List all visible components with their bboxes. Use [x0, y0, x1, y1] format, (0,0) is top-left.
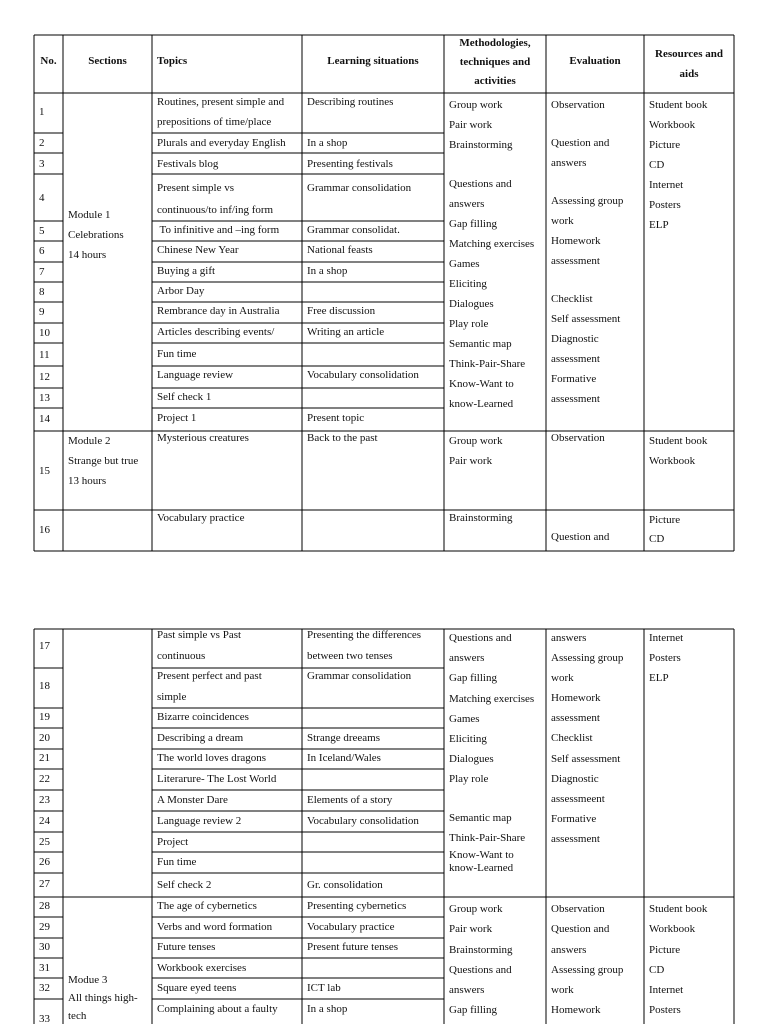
method-item: Dialogues: [449, 753, 494, 766]
row-number: 20: [39, 732, 50, 744]
evaluation-item: Self assessment: [551, 752, 621, 765]
situation-cell: In a shop: [307, 137, 348, 149]
resource-item: Internet: [649, 179, 684, 191]
topic-cell: Routines, present simple and: [157, 96, 285, 108]
topic-cell: Self check 2: [157, 879, 212, 891]
topic-cell: Verbs and word formation: [157, 921, 273, 933]
method-item: Gap filling: [449, 672, 497, 685]
evaluation-item: Assessing group: [551, 652, 624, 665]
module-subtitle: Strange but true: [68, 455, 139, 467]
method-item: Semantic map: [449, 338, 512, 350]
method-item: Pair work: [449, 923, 493, 936]
situation-cell: between two tenses: [307, 650, 393, 662]
row-number: 10: [39, 327, 50, 339]
resource-item: CD: [649, 159, 665, 171]
module-hours: 13 hours: [68, 475, 107, 487]
method-item: Pair work: [449, 455, 493, 467]
topic-cell: Festivals blog: [157, 158, 219, 170]
methods-column-module-2-tail: [449, 808, 525, 848]
resource-item: ELP: [649, 672, 669, 684]
resource-item: Internet: [649, 984, 684, 997]
evaluation-column-module-3: [551, 899, 623, 1021]
row-number: 2: [39, 137, 45, 149]
evaluation-item: Homework: [551, 692, 601, 705]
situation-cell: Grammar consolidation: [307, 670, 412, 682]
row-number: 11: [39, 349, 50, 361]
row-number: 1: [39, 106, 45, 118]
topic-cell: Workbook exercises: [157, 962, 247, 974]
topic-cell: Articles describing events/: [157, 326, 275, 338]
evaluation-item: answers: [551, 943, 587, 956]
situation-cell: Presenting cybernetics: [307, 900, 407, 912]
row-number: 12: [39, 371, 50, 383]
resources-column-module-3: [649, 899, 707, 1021]
method-item: Gap filling: [449, 1004, 497, 1017]
situation-cell: Strange dreeams: [307, 732, 380, 744]
evaluation-item: Diagnostic: [551, 772, 599, 785]
topic-cell: Square eyed teens: [157, 982, 237, 994]
topic-cell: Complaining about a faulty: [157, 1003, 278, 1015]
row-number: 28: [39, 900, 50, 912]
method-item: Group work: [449, 99, 503, 111]
situation-cell: National feasts: [307, 244, 373, 256]
topic-cell: Project: [157, 836, 189, 848]
topic-cell: Rembrance day in Australia: [157, 305, 280, 317]
resource-item: Posters: [649, 199, 681, 211]
evaluation-item: assessmeent: [551, 792, 605, 805]
method-item: know-Learned: [449, 398, 514, 410]
topic-cell: Literarure- The Lost World: [157, 773, 277, 785]
method-item: Games: [449, 712, 480, 725]
topic-cell: Future tenses: [157, 941, 216, 953]
topic-cell: continuous: [157, 650, 206, 662]
method-item: answers: [449, 652, 485, 665]
evaluation-item: answers: [551, 632, 587, 644]
situation-cell: Present future tenses: [307, 941, 399, 953]
topic-cell: Language review: [157, 369, 234, 381]
topic-cell: Arbor Day: [157, 285, 205, 297]
method-item: Gap filling: [449, 218, 497, 230]
row-number: 27: [39, 878, 50, 890]
row-number: 4: [39, 192, 45, 204]
row-number: 9: [39, 306, 45, 318]
evaluation-item: Diagnostic: [551, 333, 599, 345]
module-subtitle-cont: tech: [68, 1010, 87, 1022]
evaluation-item: work: [551, 215, 574, 227]
resource-item: Picture: [649, 943, 681, 956]
topic-cell: The age of cybernetics: [157, 900, 257, 912]
resource-item: Student book: [649, 99, 708, 111]
row-number: 23: [39, 794, 50, 806]
evaluation-item: Homework: [551, 1004, 601, 1017]
resources-column-module-2-cont: [649, 628, 683, 688]
method-item: Know-Want to: [449, 378, 514, 390]
resource-item: Picture: [649, 514, 681, 526]
evaluation-item: Checklist: [551, 732, 593, 745]
topic-cell: simple: [157, 691, 187, 703]
module-hours: 14 hours: [68, 249, 107, 261]
row-number: 21: [39, 752, 50, 764]
method-item: Eliciting: [449, 733, 487, 746]
topic-cell: Self check 1: [157, 391, 212, 403]
header-no: No.: [40, 55, 57, 67]
situation-cell: Presenting festivals: [307, 158, 393, 170]
evaluation-item: Self assessment: [551, 313, 621, 325]
topic-cell: Language review 2: [157, 815, 242, 827]
topic-cell: Chinese New Year: [157, 244, 239, 256]
evaluation-item: work: [551, 984, 574, 997]
situation-cell: Vocabulary consolidation: [307, 815, 419, 827]
evaluation-item: Observation: [551, 99, 605, 111]
method-item: Semantic map: [449, 812, 512, 824]
resource-item: CD: [649, 533, 665, 545]
topic-cell: Bizarre coincidences: [157, 711, 249, 723]
topic-cell: Past simple vs Past: [157, 629, 242, 641]
row-number: 25: [39, 836, 50, 848]
resource-item: ELP: [649, 219, 669, 231]
evaluation-item: assessment: [551, 712, 600, 725]
situation-cell: Present topic: [307, 412, 365, 424]
method-item: Brainstorming: [449, 139, 513, 151]
header-topics: Topics: [157, 55, 188, 67]
situation-cell: Grammar consolidat.: [307, 224, 400, 236]
method-item: Questions and: [449, 178, 512, 190]
method-item: Think-Pair-Share: [449, 832, 526, 844]
evaluation-item: assessment: [551, 255, 600, 267]
methods-column-module-3: [449, 899, 513, 1021]
row-number: 33: [39, 1013, 50, 1025]
topic-cell: A Monster Dare: [157, 794, 228, 806]
evaluation-item: assessment: [551, 832, 600, 845]
method-item: Play role: [449, 773, 489, 786]
evaluation-item: Assessing group: [551, 963, 624, 976]
row-number: 15: [39, 465, 50, 477]
header-learning-situations: Learning situations: [327, 55, 419, 67]
row-number: 32: [39, 982, 50, 994]
row-number: 19: [39, 711, 50, 723]
method-item: know-Learned: [449, 862, 514, 874]
method-item: Think-Pair-Share: [449, 358, 526, 370]
topic-cell: Present simple vs: [157, 182, 234, 194]
resource-item: Workbook: [649, 455, 696, 467]
situation-cell: Elements of a story: [307, 794, 393, 806]
method-item: Matching exercises: [449, 238, 535, 250]
row-number: 31: [39, 962, 50, 974]
resource-item: Workbook: [649, 923, 696, 936]
method-item: answers: [449, 198, 485, 210]
method-item: Games: [449, 258, 480, 270]
situation-cell: Presenting the differences: [307, 629, 422, 641]
module-3-label: [68, 971, 138, 1025]
topic-cell: Mysterious creatures: [157, 432, 249, 444]
topic-cell: Plurals and everyday English: [157, 137, 286, 149]
row-number: 29: [39, 921, 50, 933]
resource-item: Posters: [649, 652, 681, 664]
resource-item: Workbook: [649, 119, 696, 131]
situation-cell: Vocabulary consolidation: [307, 369, 419, 381]
evaluation-item: Question and: [551, 137, 610, 149]
situation-cell: Back to the past: [307, 432, 378, 444]
topic-cell: continuous/to inf/ing form: [157, 204, 274, 216]
evaluation-item: Observation: [551, 432, 605, 444]
method-item: Dialogues: [449, 298, 494, 310]
row-number: 8: [39, 286, 45, 298]
method-item: answers: [449, 984, 485, 997]
resource-item: Internet: [649, 632, 684, 644]
module-subtitle: Celebrations: [68, 229, 124, 241]
topic-cell: To infinitive and –ing form: [157, 224, 280, 236]
methods-column-module-2-cont: [449, 628, 534, 790]
evaluation-item: Question and: [551, 923, 610, 936]
method-item: Brainstorming: [449, 512, 513, 524]
row-number: 13: [39, 392, 50, 404]
evaluation-item: assessment: [551, 353, 600, 365]
topic-cell: Buying a gift: [157, 265, 216, 277]
resource-item: Picture: [649, 139, 681, 151]
evaluation-item: Homework: [551, 235, 601, 247]
topic-cell: Vocabulary practice: [157, 512, 245, 524]
situation-cell: Gr. consolidation: [307, 879, 383, 891]
method-item: Eliciting: [449, 278, 487, 290]
evaluation-item: Observation: [551, 903, 605, 915]
method-item: Group work: [449, 435, 503, 447]
row-number: 26: [39, 856, 50, 868]
row-number: 24: [39, 815, 50, 827]
header-sections: Sections: [88, 55, 127, 67]
topic-cell: Present perfect and past: [157, 670, 262, 682]
situation-cell: Grammar consolidation: [307, 182, 412, 194]
evaluation-column-module-2-cont: [551, 628, 623, 849]
evaluation-item: Checklist: [551, 293, 593, 305]
situation-cell: Writing an article: [307, 326, 385, 338]
evaluation-item: Formative: [551, 373, 597, 385]
row-number: 5: [39, 225, 45, 237]
method-item: Pair work: [449, 119, 493, 131]
row-number: 14: [39, 413, 50, 425]
situation-cell: In a shop: [307, 1003, 348, 1015]
method-item: Play role: [449, 318, 489, 330]
evaluation-item: Assessing group: [551, 195, 624, 207]
header-resources: Resources and aids: [655, 48, 723, 80]
row-number: 30: [39, 941, 50, 953]
resource-item: Student book: [649, 435, 708, 447]
module-title: Module 1: [68, 209, 111, 221]
situation-cell: Free discussion: [307, 305, 376, 317]
row-number: 3: [39, 158, 45, 170]
method-item: Know-Want to: [449, 849, 514, 861]
resource-item: Student book: [649, 903, 708, 915]
method-item: Matching exercises: [449, 692, 535, 705]
situation-cell: Vocabulary practice: [307, 921, 395, 933]
evaluation-item: Question and: [551, 531, 610, 543]
situation-cell: In a shop: [307, 265, 348, 277]
row-number: 18: [39, 680, 50, 692]
row-number: 7: [39, 266, 45, 278]
topic-cell: The world loves dragons: [157, 752, 267, 764]
evaluation-item: assessment: [551, 393, 600, 405]
module-title: Modue 3: [68, 974, 108, 986]
row-number: 17: [39, 640, 50, 652]
method-item: Questions and: [449, 632, 512, 644]
topic-cell: prepositions of time/place: [157, 116, 272, 128]
methods-column-kwl: [449, 849, 514, 875]
topic-cell: Project 1: [157, 412, 197, 424]
method-item: Brainstorming: [449, 943, 513, 956]
topic-cell: Describing a dream: [157, 732, 244, 744]
evaluation-item: answers: [551, 157, 587, 169]
situation-cell: In Iceland/Wales: [307, 752, 381, 764]
evaluation-item: Formative: [551, 812, 597, 825]
row-number: 16: [39, 524, 50, 536]
topic-cell: Fun time: [157, 856, 197, 868]
header-methodologies: Methodologies, techniques and activities: [459, 37, 531, 87]
topic-cell: Fun time: [157, 348, 197, 360]
evaluation-item: work: [551, 672, 574, 685]
method-item: Group work: [449, 903, 503, 915]
situation-cell: Describing routines: [307, 96, 394, 108]
resource-item: CD: [649, 963, 665, 976]
resource-item: Posters: [649, 1004, 681, 1017]
header-evaluation: Evaluation: [569, 55, 621, 67]
module-title: Module 2: [68, 435, 111, 447]
module-subtitle: All things high-: [68, 992, 138, 1004]
situation-cell: ICT lab: [307, 982, 341, 994]
row-number: 6: [39, 245, 45, 257]
method-item: Questions and: [449, 963, 512, 976]
row-number: 22: [39, 773, 50, 785]
